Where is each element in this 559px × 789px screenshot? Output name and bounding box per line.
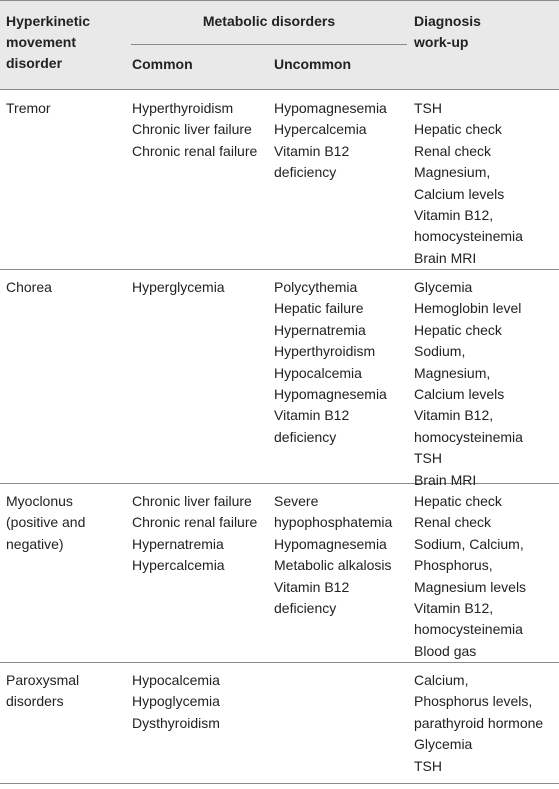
header-hyperkinetic-disorder: Hyperkinetic movement disorder	[6, 13, 91, 71]
header-bottom-rule	[0, 89, 559, 90]
table-cell-workup: TSH Hepatic check Renal check Magnesium, Calcium levels Vitamin B12, homocysteinemia Brain MRI	[414, 100, 523, 266]
table-cell-disorder: Tremor	[6, 100, 51, 116]
table-cell-workup: Hepatic check Renal check Sodium, Calcium, Phosphorus, Magnesium levels Vitamin B12, homocysteinemia Blood gas	[414, 493, 527, 659]
header-metabolic-disorders: Metabolic disorders	[202, 13, 336, 29]
table-cell-disorder: Paroxysmal disorders	[6, 672, 80, 710]
header-group-underline	[131, 44, 407, 45]
table-cell-common: Hyperglycemia	[132, 279, 225, 295]
table-cell-disorder: Myoclonus (positive and negative)	[6, 493, 86, 552]
table-cell-common: Chronic liver failure Chronic renal failure Hypernatremia Hypercalcemia	[132, 493, 258, 574]
header-common: Common	[132, 56, 193, 72]
table-cell-uncommon: Polycythemia Hepatic failure Hypernatremia Hyperthyroidism Hypocalcemia Hypomagnesemia Vitamin B12 deficiency	[274, 279, 387, 445]
header-uncommon: Uncommon	[274, 56, 351, 72]
table-cell-disorder: Chorea	[6, 279, 52, 295]
table-cell-uncommon: Hypomagnesemia Hypercalcemia Vitamin B12 deficiency	[274, 100, 387, 181]
table-top-rule	[0, 0, 559, 1]
header-diagnosis-work-up: Diagnosis work-up	[414, 13, 481, 50]
table-cell-workup: Calcium, Phosphorus levels, parathyroid hormone Glycemia TSH	[414, 672, 544, 774]
table-bottom-rule	[0, 783, 559, 784]
table-cell-common: Hyperthyroidism Chronic liver failure Chronic renal failure	[132, 100, 258, 159]
table-cell-common: Hypocalcemia Hypoglycemia Dysthyroidism	[132, 672, 220, 731]
table-cell-workup: Glycemia Hemoglobin level Hepatic check Sodium, Magnesium, Calcium levels Vitamin B12, homocysteinemia TSH Brain MRI	[414, 279, 523, 488]
table-cell-uncommon: Severe hypophosphatemia Hypomagnesemia Metabolic alkalosis Vitamin B12 deficiency	[274, 493, 393, 617]
